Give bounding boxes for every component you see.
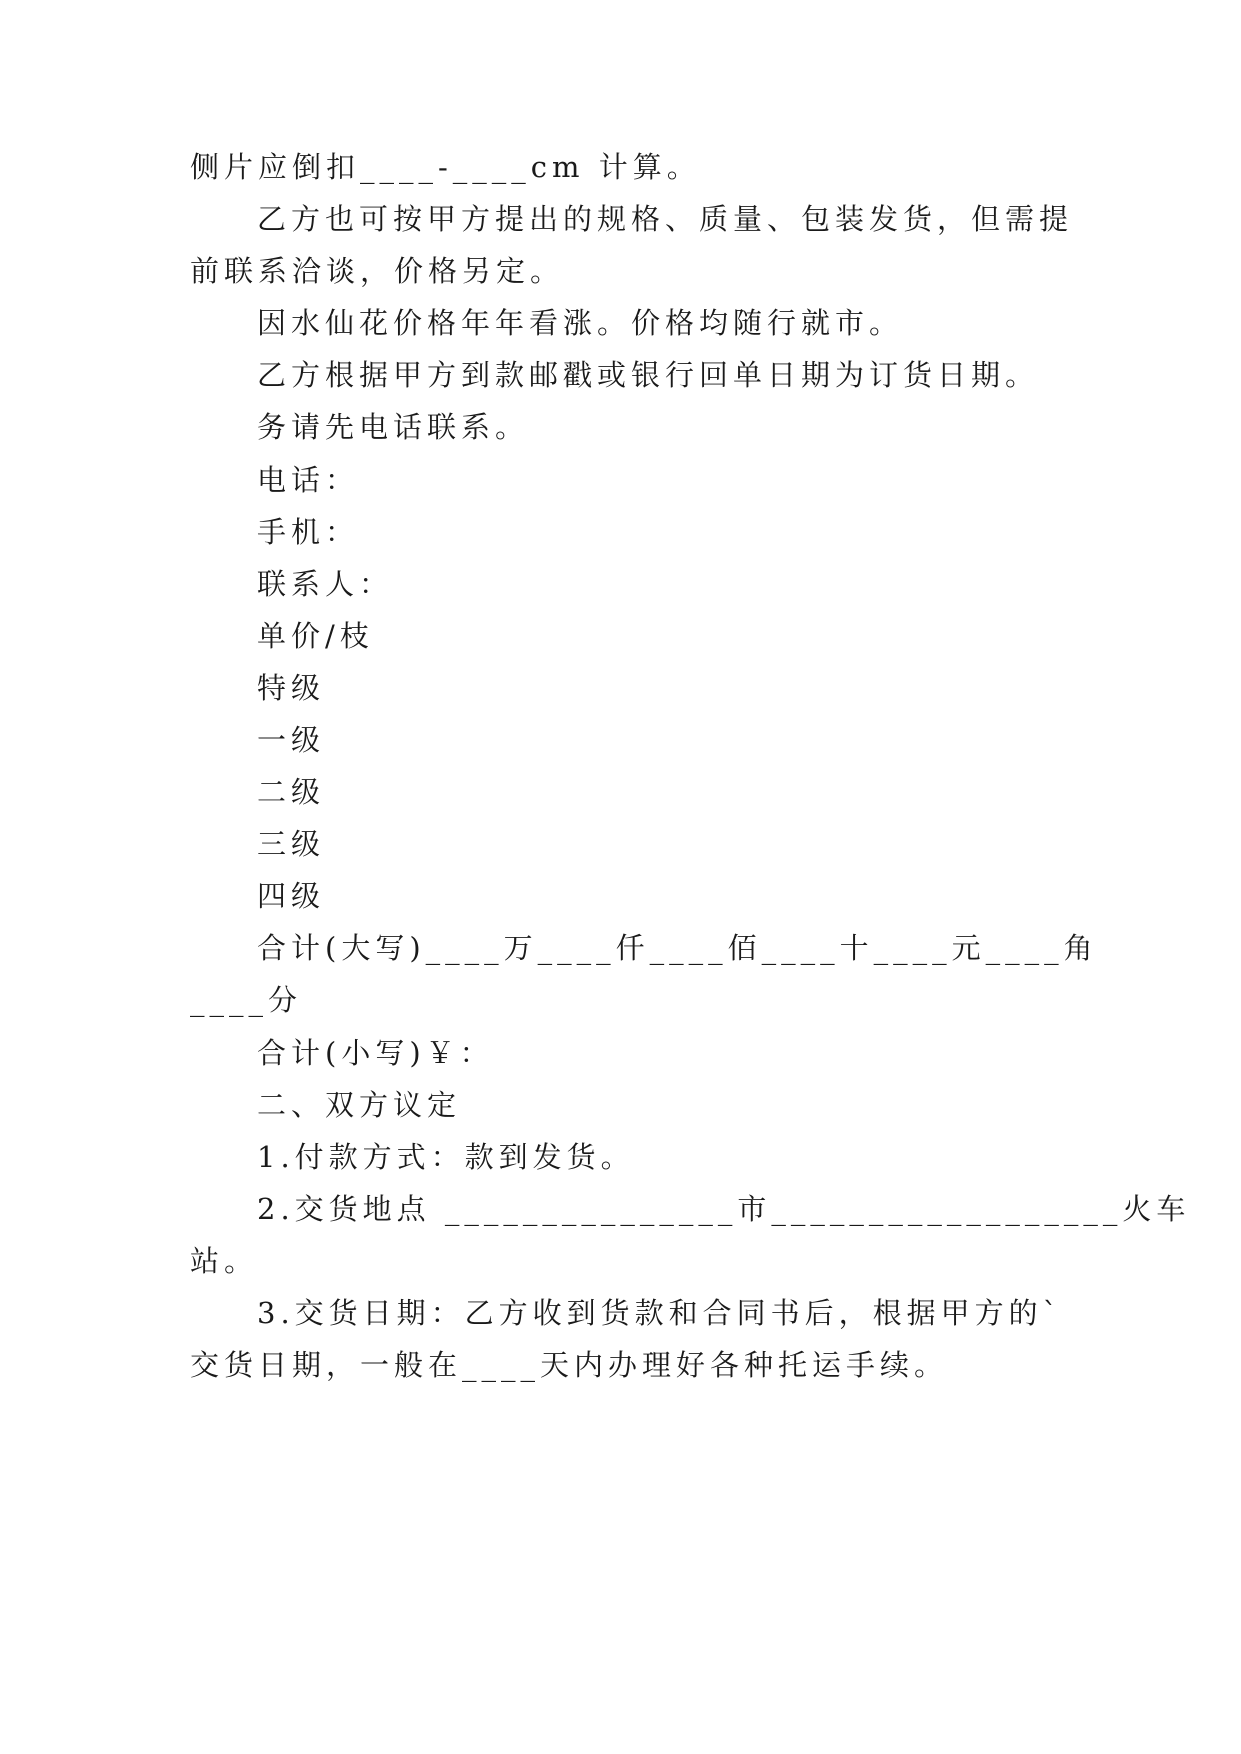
paragraph-line: 乙方根据甲方到款邮戳或银行回单日期为订货日期。 [257, 358, 1040, 392]
grade-four: 四级 [257, 879, 326, 913]
grade-three: 三级 [257, 827, 326, 861]
total-lowercase-line: 合计(小写)￥： [257, 1036, 494, 1070]
total-uppercase-continued: ____分 [190, 983, 303, 1017]
section-heading: 二、双方议定 [257, 1088, 462, 1122]
paragraph-line: 前联系洽谈，价格另定。 [190, 254, 565, 288]
paragraph-line: 乙方也可按甲方提出的规格、质量、包装发货，但需提 [257, 202, 1074, 236]
contact-person-label: 联系人： [257, 567, 394, 601]
paragraph-line: 侧片应倒扣____-____cm 计算。 [190, 150, 701, 184]
unit-price-label: 单价/枝 [257, 619, 374, 653]
delivery-date-continued: 交货日期，一般在____天内办理好各种托运手续。 [190, 1348, 949, 1382]
mobile-label: 手机： [257, 515, 360, 549]
delivery-location-line: 2.交货地点 _______________市__________________火车 [257, 1192, 1191, 1226]
paragraph-line: 因水仙花价格年年看涨。价格均随行就市。 [257, 306, 904, 340]
delivery-date-line: 3.交货日期：乙方收到货款和合同书后，根据甲方的` [257, 1296, 1063, 1330]
delivery-location-continued: 站。 [190, 1244, 259, 1278]
paragraph-line: 务请先电话联系。 [257, 410, 530, 444]
phone-label: 电话： [257, 463, 360, 497]
grade-special: 特级 [257, 671, 326, 705]
grade-one: 一级 [257, 723, 326, 757]
payment-method-line: 1.付款方式：款到发货。 [257, 1140, 635, 1174]
total-uppercase-line: 合计(大写)____万____仟____佰____十____元____角 [257, 931, 1098, 965]
grade-two: 二级 [257, 775, 326, 809]
